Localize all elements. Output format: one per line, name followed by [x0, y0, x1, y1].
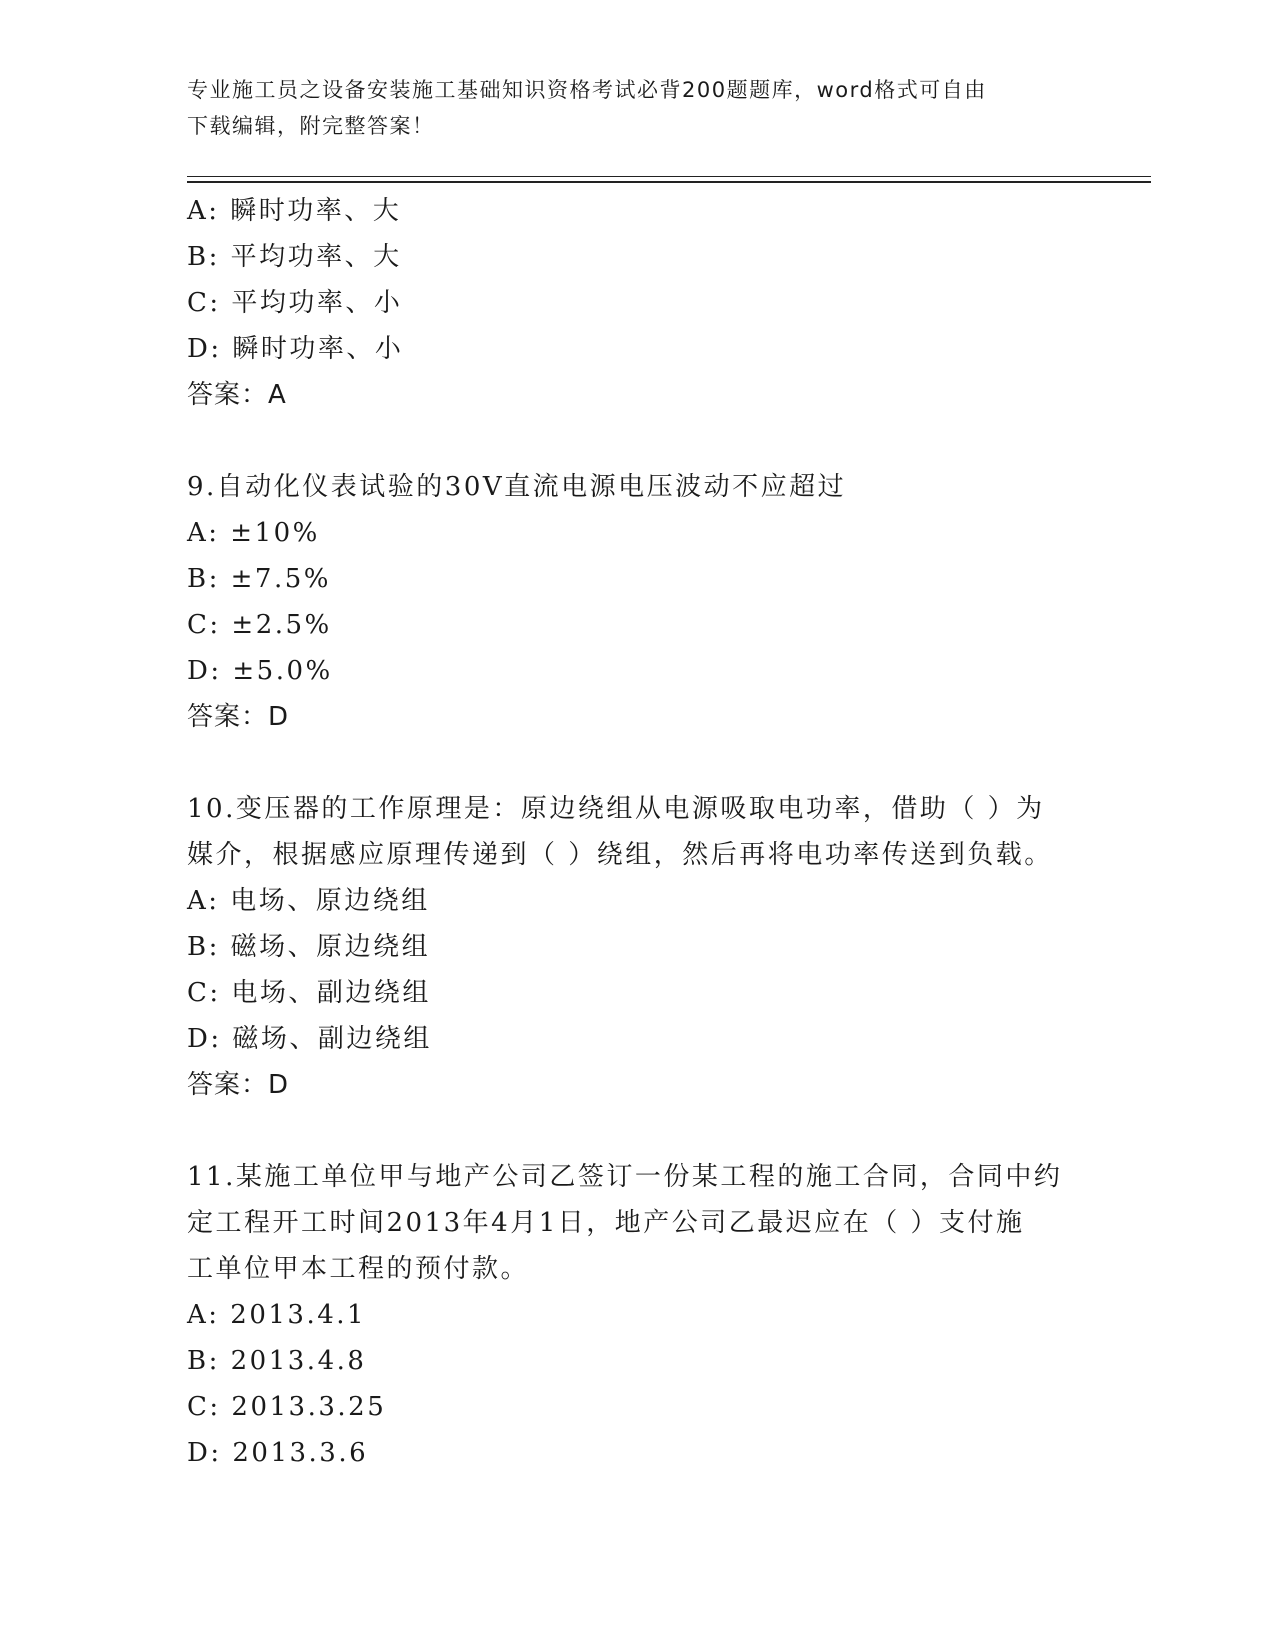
document-header [187, 72, 1087, 144]
option-b: B: 磁场、原边绕组 [187, 932, 431, 962]
option-d: D: ±5.0% [187, 656, 333, 686]
option-b: B: ±7.5% [187, 564, 331, 594]
option-a: A: ±10% [187, 518, 320, 548]
question-8 [187, 188, 1087, 418]
question-spacer [187, 740, 1087, 786]
option-a: A: 电场、原边绕组 [187, 886, 430, 916]
option-a: A: 瞬时功率、大 [187, 196, 402, 226]
header-divider-thick [187, 181, 1151, 183]
question-spacer [187, 418, 1087, 464]
option-c: C: ±2.5% [187, 610, 332, 640]
question-text-line-3: 工单位甲本工程的预付款。 [187, 1254, 530, 1284]
option-a: A: 2013.4.1 [187, 1300, 367, 1330]
question-text-line-1: 11.某施工单位甲与地产公司乙签订一份某工程的施工合同，合同中约 [187, 1162, 1063, 1192]
question-11 [187, 1154, 1087, 1476]
header-line-1: 专业施工员之设备安装施工基础知识资格考试必背200题题库，word格式可自由 [187, 78, 987, 102]
question-text-line-1: 10.变压器的工作原理是：原边绕组从电源吸取电功率，借助（ ）为 [187, 794, 1045, 824]
option-d: D: 磁场、副边绕组 [187, 1024, 432, 1054]
option-c: C: 电场、副边绕组 [187, 978, 431, 1008]
answer-line: 答案：A [187, 380, 287, 410]
question-spacer [187, 1108, 1087, 1154]
question-text-line-2: 定工程开工时间2013年4月1日，地产公司乙最迟应在（ ）支付施 [187, 1208, 1025, 1238]
question-list [187, 188, 1087, 1476]
question-text-line-2: 媒介，根据感应原理传递到（ ）绕组，然后再将电功率传送到负载。 [187, 840, 1053, 870]
question-9 [187, 464, 1087, 740]
question-10 [187, 786, 1087, 1108]
option-c: C: 2013.3.25 [187, 1392, 387, 1422]
option-c: C: 平均功率、小 [187, 288, 403, 318]
question-text: 9.自动化仪表试验的30V直流电源电压波动不应超过 [187, 472, 847, 502]
answer-line: 答案：D [187, 702, 290, 732]
option-d: D: 2013.3.6 [187, 1438, 369, 1468]
option-b: B: 2013.4.8 [187, 1346, 367, 1376]
answer-line: 答案：D [187, 1070, 290, 1100]
header-divider-thin [187, 176, 1151, 177]
header-line-2: 下载编辑，附完整答案！ [187, 114, 435, 138]
option-d: D: 瞬时功率、小 [187, 334, 404, 364]
option-b: B: 平均功率、大 [187, 242, 402, 272]
